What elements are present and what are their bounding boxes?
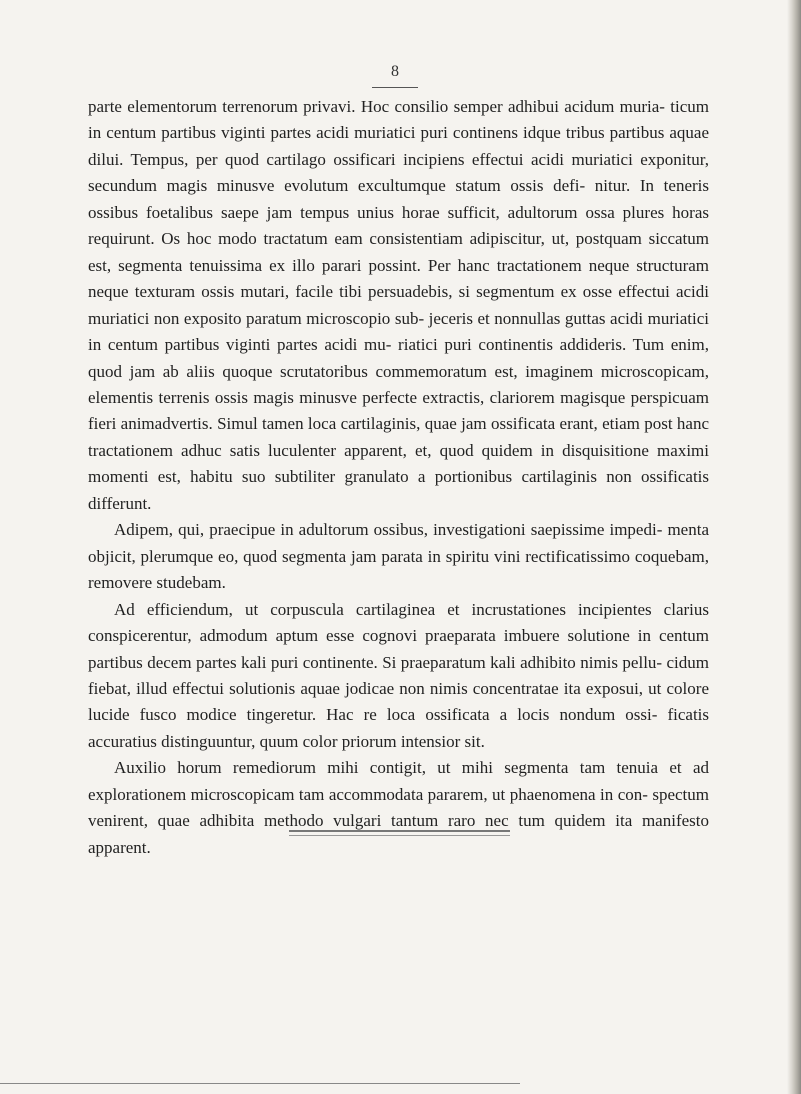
page-number-rule <box>372 87 418 88</box>
body-text <box>88 94 709 861</box>
bottom-edge-rule <box>0 1083 520 1084</box>
paragraph-4: Auxilio horum remediorum mihi contigit, ut mihi segmenta tam tenuia et ad explorationem microscopicam tam accommodata pararem, ut phaenomena in con- spectum venirent, quae adhibita methodo vulgari tantum raro nec tum quidem ita manifesto apparent. <box>88 758 709 857</box>
section-end-rule-thin <box>289 835 510 836</box>
page-binding-edge <box>787 0 801 1094</box>
section-end-rule <box>289 830 510 832</box>
paragraph-3: Ad efficiendum, ut corpuscula cartilaginea et incrustationes incipientes clarius conspicerentur, admodum aptum esse cognovi praeparata imbuere solutione in centum partibus decem partes kali puri continente. Si praeparatum kali adhibito nimis pellu- cidum fiebat, illud effectui solutionis aquae jodicae non nimis concentratae ita exposui, ut colore lucide fusco modice tingeretur. Hac re loca ossificata a locis nondum ossi- ficatis accuratius distinguuntur, quum color priorum intensior sit. <box>88 599 709 751</box>
paragraph-1: parte elementorum terrenorum privavi. Hoc consilio semper adhibui acidum muria- ticum in centum partibus viginti partes acidi muriatici puri continens idque tribus partibus aquae dilui. Tempus, per quod cartilago ossificari incipiens effectui acidi muriatici exponitur, secundum magis minusve evolutum excultumque statum ossis defi- nitur. In teneris ossibus foetalibus saepe jam tempus unius horae sufficit, adultorum ossa plures horas requirunt. Os hoc modo tractatum eam consistentiam adipiscitur, ut, postquam siccatum est, segmenta tenuissima ex illo parari possint. Per hanc tractationem neque structuram neque texturam ossis mutari, facile tibi persuadebis, si segmentum ex osse effectui acidi muriatici non exposito paratum microscopio sub- jeceris et nonnullas guttas acidi muriatici in centum partibus viginti partes acidi mu- riatici puri continentis addideris. Tum enim, quod jam ab aliis quoque scrutatoribus commemoratum est, imaginem microscopicam, elementis terrenis ossis magis minusve perfecte extractis, clariorem magisque perspicuam fieri animadvertis. Simul tamen loca cartilaginis, quae jam ossificata erant, etiam post hanc tractationem adhuc satis luculenter apparent, et, quod quidem in disquisitione maximi momenti est, habitu suo subtiliter granulato a portionibus cartilaginis non ossificatis differunt. <box>88 97 709 513</box>
paragraph-2: Adipem, qui, praecipue in adultorum ossibus, investigationi saepissime impedi- menta objicit, plerumque eo, quod segmenta jam parata in spiritu vini rectificatissimo coquebam, removere studebam. <box>88 520 709 593</box>
page-number: 8 <box>391 63 399 80</box>
